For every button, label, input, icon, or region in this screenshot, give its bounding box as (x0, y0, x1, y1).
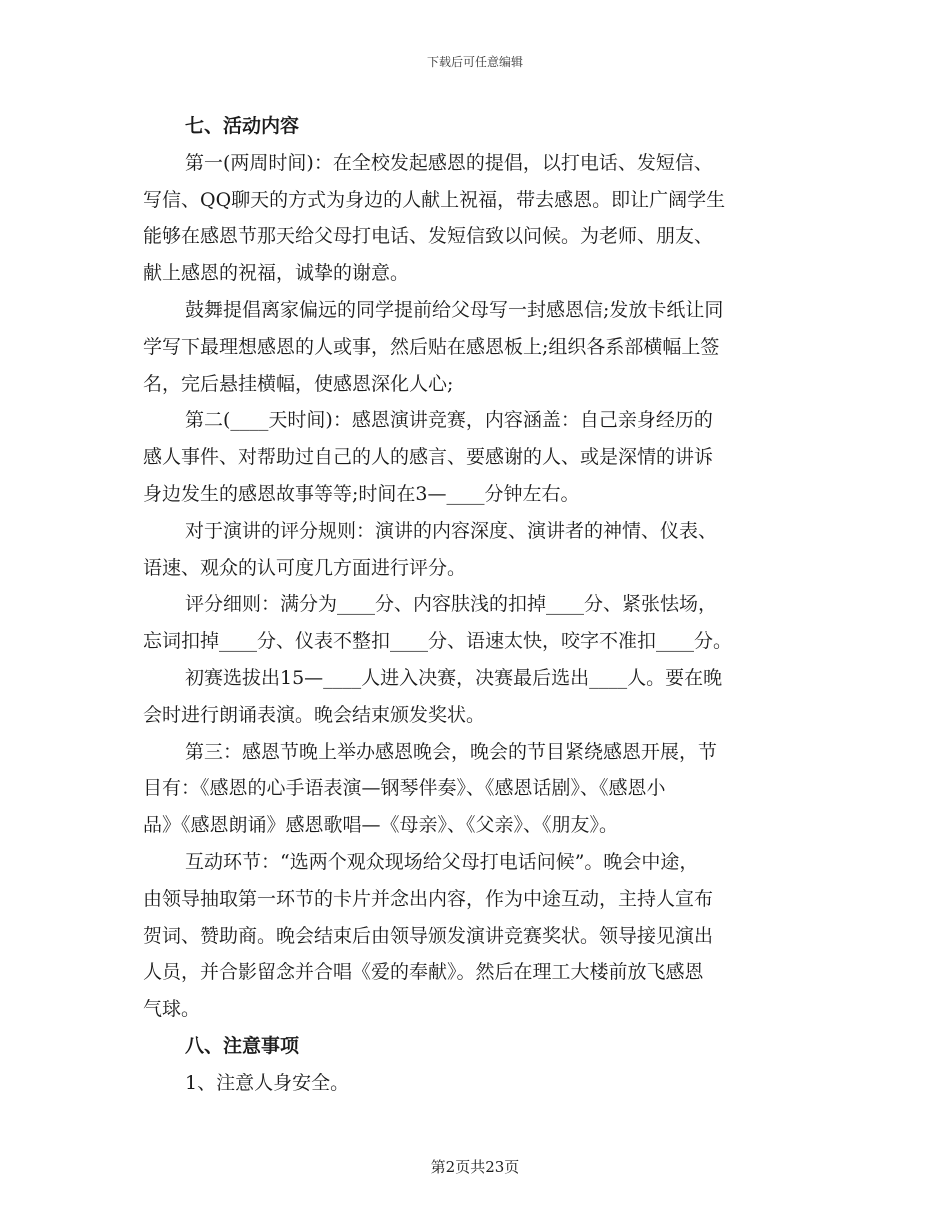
paragraph-line: 第二(____天时间)：感恩演讲竞赛，内容涵盖：自己亲身经历的 (185, 409, 713, 432)
paragraph-line: 评分细则：满分为____分、内容肤浅的扣掉____分、紧张怯场， (185, 593, 718, 616)
paragraph-line: 能够在感恩节那天给父母打电话、发短信致以问候。为老师、朋友、 (143, 225, 714, 248)
paragraph-line: 会时进行朗诵表演。晚会结束颁发奖状。 (143, 703, 486, 726)
paragraph-line: 第一(两周时间)：在全校发起感恩的提倡，以打电话、发短信、 (185, 151, 713, 174)
paragraph-line: 身边发生的感恩故事等等;时间在3—____分钟左右。 (143, 482, 580, 505)
paragraph-line: 品》《感恩朗诵》感恩歌唱—《母亲》、《父亲》、《朋友》。 (143, 814, 619, 837)
paragraph-line: 学写下最理想感恩的人或事，然后贴在感恩板上;组织各系部横幅上签 (143, 335, 720, 358)
paragraph-line: 名，完后悬挂横幅，使感恩深化人心; (143, 372, 454, 395)
paragraph-line: 互动环节：“选两个观众现场给父母打电话问候”。晚会中途， (185, 850, 699, 873)
paragraph-line: 1、注意人身安全。 (185, 1071, 350, 1094)
paragraph-line: 鼓舞提倡离家偏远的同学提前给父母写一封感恩信;发放卡纸让同 (185, 298, 724, 321)
paragraph-line: 语速、观众的认可度几方面进行评分。 (143, 556, 467, 579)
paragraph-line: 对于演讲的评分规则：演讲的内容深度、演讲者的神情、仪表、 (185, 519, 718, 542)
paragraph-line: 献上感恩的祝福，诚挚的谢意。 (143, 262, 410, 285)
section-heading: 八、注意事项 (185, 1034, 300, 1057)
paragraph-line: 忘词扣掉____分、仪表不整扣____分、语速太快，咬字不准扣____分。 (143, 630, 733, 653)
paragraph-line: 气球。 (143, 998, 201, 1021)
page-number: 第2页共23页 (430, 1158, 520, 1176)
paragraph-line: 第三：感恩节晚上举办感恩晚会，晚会的节目紧绕感恩开展，节 (185, 740, 718, 763)
paragraph-line: 感人事件、对帮助过自己的人的感言、要感谢的人、或是深情的讲诉 (143, 446, 714, 469)
paragraph-line: 初赛选拔出15—____人进入决赛，决赛最后选出____人。要在晚 (185, 666, 723, 689)
paragraph-line: 人员，并合影留念并合唱《爱的奉献》。然后在理工大楼前放飞感恩 (143, 961, 704, 984)
paragraph-line: 贺词、赞助商。晚会结束后由领导颁发演讲竞赛奖状。领导接见演出 (143, 924, 714, 947)
paragraph-line: 目有：《感恩的心手语表演—钢琴伴奏》、《感恩话剧》、《感恩小 (143, 777, 666, 800)
paragraph-line: 由领导抽取第一环节的卡片并念出内容，作为中途互动，主持人宣布 (143, 887, 714, 910)
paragraph-line: 写信、QQ聊天的方式为身边的人献上祝福，带去感恩。即让广阔学生 (143, 188, 726, 211)
section-heading: 七、活动内容 (185, 115, 300, 137)
document-body (143, 108, 807, 1102)
page-header-note: 下载后可任意编辑 (426, 55, 523, 69)
